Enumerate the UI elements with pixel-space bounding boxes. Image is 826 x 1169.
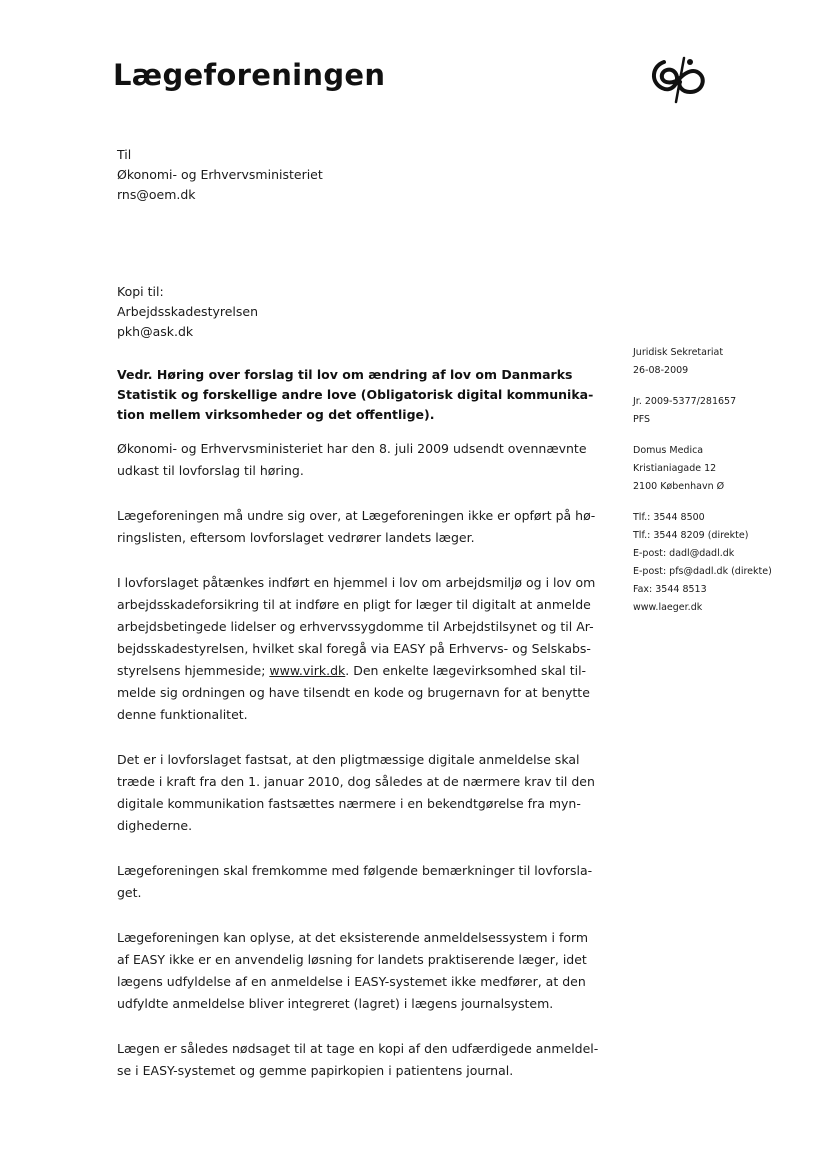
copy-email: pkh@ask.dk — [117, 324, 194, 339]
subject-line: Statistik og forskellige andre love (Obligatorisk digital kommunika- — [117, 387, 594, 402]
sidebar-fax: Fax: 3544 8513 — [633, 584, 707, 595]
copy-name: Arbejdsskadestyrelsen — [117, 304, 259, 319]
body-line: se i EASY-systemet og gemme papirkopien i patientens journal. — [117, 1063, 514, 1078]
copy-block — [117, 282, 258, 342]
body-line: udkast til lovforslag til høring. — [117, 463, 304, 478]
body-line: Lægen er således nødsaget til at tage en kopi af den udfærdigede anmeldel- — [117, 1041, 599, 1056]
body-line: udfyldte anmeldelse bliver integreret (lagret) i lægens journalsystem. — [117, 996, 554, 1011]
body-line: denne funktionalitet. — [117, 707, 248, 722]
sidebar-phone: Tlf.: 3544 8500 — [633, 512, 705, 523]
body-line: bejdsskadestyrelsen, hvilket skal foregå via EASY på Erhvervs- og Selskabs- — [117, 641, 591, 656]
body-line: get. — [117, 885, 142, 900]
body-line: arbejdsbetingede lidelser og erhvervssygdomme til Arbejdstilsynet og til Ar- — [117, 619, 594, 634]
copy-label: Kopi til: — [117, 284, 164, 299]
sidebar-dept: Juridisk Sekretariat — [633, 347, 724, 358]
recipient-name: Økonomi- og Erhvervsministeriet — [117, 167, 323, 182]
sidebar-ref: Jr. 2009-5377/281657 — [633, 396, 737, 407]
letter-body — [117, 438, 612, 1082]
sidebar-address-line: 2100 København Ø — [633, 481, 725, 492]
body-line: dighederne. — [117, 818, 193, 833]
serpent-staff-logo-icon — [646, 52, 710, 104]
body-line: af EASY ikke er en anvendelig løsning for landets praktiserende læger, idet — [117, 952, 587, 967]
body-line: melde sig ordningen og have tilsendt en kode og brugernavn for at benytte — [117, 685, 590, 700]
body-line: Lægeforeningen må undre sig over, at Lægeforeningen ikke er opført på hø- — [117, 508, 596, 523]
body-line-with-link — [117, 660, 612, 682]
subject-line: tion mellem virksomheder og det offentlige). — [117, 407, 435, 422]
sidebar-phone-direct: Tlf.: 3544 8209 (direkte) — [633, 530, 749, 541]
sender-sidebar — [633, 344, 823, 630]
sidebar-address-line: Kristianiagade 12 — [633, 463, 717, 474]
body-line: ringslisten, eftersom lovforslaget vedrører landets læger. — [117, 530, 475, 545]
recipient-block — [117, 145, 323, 205]
subject-line: Vedr. Høring over forslag til lov om ændring af lov om Danmarks — [117, 367, 573, 382]
body-text-segment: . Den enkelte lægevirksomhed skal til- — [345, 663, 587, 678]
sidebar-email: E-post: dadl@dadl.dk — [633, 548, 735, 559]
letter-subject — [117, 365, 612, 425]
sidebar-email-direct: E-post: pfs@dadl.dk (direkte) — [633, 566, 772, 577]
body-line: Økonomi- og Erhvervsministeriet har den 8. juli 2009 udsendt ovennævnte — [117, 441, 587, 456]
body-line: digitale kommunikation fastsættes nærmere i en bekendtgørelse fra myn- — [117, 796, 581, 811]
body-line: Lægeforeningen skal fremkomme med følgende bemærkninger til lovforsla- — [117, 863, 593, 878]
sidebar-initials: PFS — [633, 414, 651, 425]
body-line: træde i kraft fra den 1. januar 2010, dog således at de nærmere krav til den — [117, 774, 595, 789]
recipient-label: Til — [117, 147, 132, 162]
body-text-segment: styrelsens hjemmeside; — [117, 663, 270, 678]
body-line: lægens udfyldelse af en anmeldelse i EASY-systemet ikke medfører, at den — [117, 974, 586, 989]
sidebar-website: www.laeger.dk — [633, 602, 703, 613]
org-logo-text: Lægeforeningen — [113, 58, 386, 92]
body-line: I lovforslaget påtænkes indført en hjemmel i lov om arbejdsmiljø og i lov om — [117, 575, 596, 590]
body-line: Det er i lovforslaget fastsat, at den pligtmæssige digitale anmeldelse skal — [117, 752, 580, 767]
sidebar-date: 26-08-2009 — [633, 365, 689, 376]
sidebar-address-line: Domus Medica — [633, 445, 704, 456]
virk-link[interactable]: www.virk.dk — [269, 663, 346, 678]
body-line: arbejdsskadeforsikring til at indføre en pligt for læger til digitalt at anmelde — [117, 597, 591, 612]
body-line: Lægeforeningen kan oplyse, at det eksisterende anmeldelsessystem i form — [117, 930, 589, 945]
recipient-email: rns@oem.dk — [117, 187, 196, 202]
